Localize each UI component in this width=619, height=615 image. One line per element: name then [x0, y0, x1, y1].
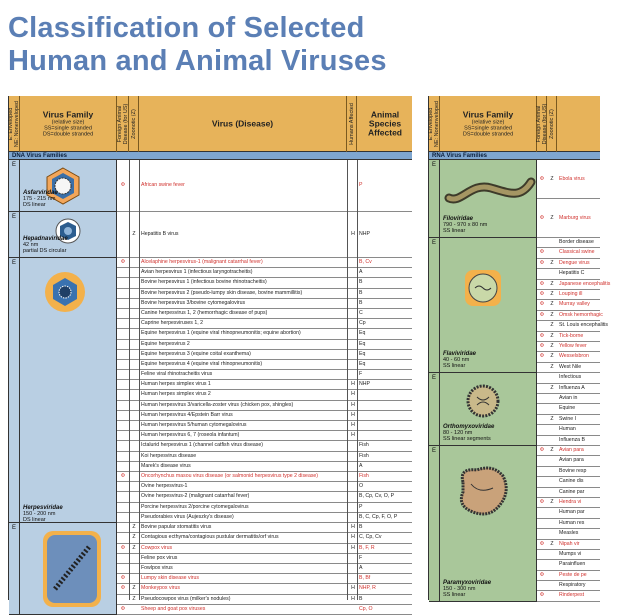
family-header: Virus Family (relative size) SS=single stranded DS=double stranded — [20, 96, 117, 152]
table-row[interactable] — [537, 488, 600, 498]
virus-name-cell: Nipah vir — [559, 540, 580, 547]
virus-name-cell: Ovine herpesvirus-1 — [141, 483, 188, 490]
zoonotic-cell: Z — [132, 231, 136, 237]
virus-name-cell: Equine herpesvirus 1 (equine viral rhinopneumonitis; equine abortion) — [141, 330, 301, 337]
table-row[interactable] — [117, 160, 412, 212]
table-row[interactable] — [117, 258, 412, 268]
species-cell: B — [359, 524, 363, 531]
virus-name-cell: African swine fever — [141, 182, 185, 188]
zoonotic-cell: Z — [550, 415, 554, 422]
dna-family-block — [9, 258, 412, 523]
table-row[interactable] — [537, 259, 600, 269]
zoonotic-cell: Z — [550, 176, 554, 182]
envelope-tag: E — [12, 162, 17, 168]
virus-name-cell: Equine herpesvirus 4 (equine viral rhinopneumonitis) — [141, 360, 263, 367]
dna-table-panel[interactable] — [8, 96, 412, 612]
table-row[interactable] — [117, 319, 412, 329]
table-row[interactable] — [117, 503, 412, 513]
table-row[interactable] — [117, 574, 412, 584]
species-cell: O — [359, 483, 364, 490]
foreign-cell: Φ — [120, 575, 126, 582]
rna-table-panel[interactable] — [428, 96, 611, 600]
virus-name-cell: Pseudocowpox virus (milker's nodules) — [141, 595, 231, 602]
virus-name-cell: Influenza B — [559, 436, 585, 443]
virus-name-cell: Feline pox virus — [141, 554, 178, 561]
virus-name-cell: Canine par — [559, 488, 585, 495]
species-cell: NHP, R — [359, 585, 376, 592]
table-row[interactable] — [117, 492, 412, 502]
virus-name-cell: Avian in — [559, 394, 578, 401]
table-row[interactable] — [537, 248, 600, 258]
zoonotic-cell: Z — [132, 534, 136, 541]
table-row[interactable] — [537, 446, 600, 456]
foreign-cell: Φ — [539, 215, 545, 221]
table-row[interactable] — [117, 289, 412, 299]
virus-name-cell: Wesselsbron — [559, 353, 589, 360]
table-row[interactable] — [117, 278, 412, 288]
species-cell: B — [359, 595, 363, 602]
dna-family-block — [9, 160, 412, 212]
virus-name-cell: Swine I — [559, 415, 577, 422]
table-row[interactable] — [117, 329, 412, 339]
rna-family-block — [429, 238, 611, 373]
species-cell: NHP — [359, 231, 370, 237]
rna-zoonotic-header: Zoonotic (Z) — [547, 96, 557, 152]
family-name: Orthomyxoviridae 80 - 120 nm SS linear segments — [443, 423, 495, 442]
rna-enveloped-header: E: Enveloped NE: Nonenveloped — [429, 96, 440, 152]
virus-name-cell: Hendra vi — [559, 498, 582, 505]
virus-name-cell: Bovine papular stomatitis virus — [141, 524, 212, 531]
virus-name-cell: Peste de pe — [559, 571, 587, 578]
species-cell: B, C, Cp, F, O, P — [359, 513, 398, 520]
virus-name-cell: Equine herpesvirus 3 (equine coital exanthema) — [141, 350, 251, 357]
foreign-cell: Φ — [539, 592, 545, 599]
humans-cell: H — [351, 231, 355, 237]
table-row[interactable] — [117, 212, 412, 258]
zoonotic-cell: Z — [550, 540, 554, 547]
table-row[interactable] — [537, 332, 600, 342]
rna-table-header — [429, 96, 600, 152]
species-cell: B — [359, 289, 363, 296]
foreign-cell: Φ — [120, 472, 126, 479]
foreign-cell: Φ — [539, 332, 545, 339]
zoonotic-cell: Z — [550, 447, 554, 453]
family-info-cell — [9, 523, 117, 614]
virus-name-cell: Cowpox virus — [141, 544, 173, 551]
table-row[interactable] — [117, 452, 412, 462]
dna-section-bar: DNA Virus Families — [9, 152, 412, 160]
virus-name-cell: Tick-borne — [559, 332, 584, 339]
table-row[interactable] — [117, 411, 412, 421]
table-row[interactable] — [537, 467, 600, 477]
foreign-cell: Φ — [120, 544, 126, 551]
foreign-cell: Φ — [120, 259, 126, 265]
virus-name-cell: Alcelaphine herpesvirus-1 (malignant catarrhal fever) — [141, 259, 263, 265]
virus-name-cell: Dengue virus — [559, 259, 590, 266]
virus-name-cell: Caprine herpesviruses 1, 2 — [141, 320, 203, 327]
table-row[interactable] — [537, 581, 600, 591]
species-cell: Eq — [359, 330, 366, 337]
table-row[interactable] — [537, 199, 600, 238]
virus-name-cell: Equine herpesvirus 2 — [141, 340, 190, 347]
zoonotic-cell: Z — [550, 301, 554, 308]
table-row[interactable] — [537, 425, 600, 435]
family-name: Asfarviridae 175 - 215 nm DS linear — [23, 190, 58, 208]
table-row[interactable] — [537, 342, 600, 352]
species-cell: A — [359, 564, 363, 571]
envelope-tag: E — [432, 375, 437, 382]
table-row[interactable] — [537, 519, 600, 529]
virus-name-cell: Avian para — [559, 447, 584, 453]
humans-cell: H — [351, 432, 355, 439]
envelope-tag: E — [12, 525, 17, 532]
virus-name-cell: Human herpesvirus 3/varicella-zoster virus (chicken pox, shingles) — [141, 401, 294, 408]
virus-name-cell: Human herpesvirus 6, 7 (roseola infantum) — [141, 432, 240, 439]
humans-cell: H — [351, 411, 355, 418]
family-info-cell — [429, 238, 537, 372]
zoonotic-cell: Z — [550, 259, 554, 266]
species-cell: Eq — [359, 360, 366, 367]
foreign-cell: Φ — [539, 280, 545, 287]
virus-name-cell: Hepatitis B virus — [141, 231, 179, 237]
zoonotic-cell: Z — [550, 353, 554, 360]
virus-name-cell: Canine herpesvirus 1, 2 (hemorrhagic disease of pups) — [141, 309, 268, 316]
envelope-tag: E — [12, 260, 17, 266]
envelope-tag: E — [432, 162, 437, 168]
family-name: Paramyxoviridae 150 - 300 nm SS linear — [443, 580, 492, 598]
virus-name-cell: Measles — [559, 530, 579, 537]
rna-virus-header — [557, 96, 601, 152]
species-cell: P — [359, 503, 363, 510]
page-title-line-1: Classification of Selected — [8, 12, 365, 44]
envelope-tag: E — [12, 214, 17, 220]
table-row[interactable] — [537, 456, 600, 466]
virus-name-cell: Louping ill — [559, 290, 583, 297]
table-row[interactable] — [537, 477, 600, 487]
virus-name-cell: Classical swine — [559, 249, 595, 256]
humans-cell: H — [351, 534, 355, 541]
page-title-line-2: Human and Animal Viruses — [8, 45, 387, 77]
foreign-cell: Φ — [539, 540, 545, 547]
family-name: Filoviridae 790 - 970 x 80 nm SS linear — [443, 216, 488, 234]
table-row[interactable] — [537, 352, 600, 362]
virus-name-cell: Yellow fever — [559, 342, 587, 349]
zoonotic-header: Zoonotic (Z) — [129, 96, 139, 152]
table-row[interactable] — [537, 321, 609, 331]
foreign-cell: Φ — [120, 585, 126, 592]
table-row[interactable] — [117, 441, 412, 451]
virus-name-cell: Bovine herpesvirus 1 (infectious bovine rhinotracheitis) — [141, 279, 267, 286]
table-row[interactable] — [117, 564, 412, 574]
foreign-cell: Φ — [539, 290, 545, 297]
species-cell: A — [359, 269, 363, 276]
zoonotic-cell: Z — [132, 585, 136, 592]
foreign-cell: Φ — [539, 249, 545, 256]
table-row[interactable] — [117, 595, 412, 605]
virus-name-cell: Human herpesvirus 4/Epstein Barr virus — [141, 411, 233, 418]
species-cell: A — [359, 462, 363, 469]
virus-name-cell: Ebola virus — [559, 176, 585, 182]
virus-name-cell: St. Louis encephalitis — [559, 322, 609, 329]
table-row[interactable] — [117, 605, 412, 615]
table-row[interactable] — [537, 300, 600, 310]
species-cell: Cp, O — [359, 605, 373, 612]
virus-name-cell: Human herpes simplex virus 1 — [141, 381, 211, 388]
table-row[interactable] — [537, 373, 600, 383]
virus-name-cell: Feline viral rhinotracheitis virus — [141, 371, 213, 378]
table-row[interactable] — [117, 462, 412, 472]
humans-cell: H — [351, 422, 355, 428]
species-cell: Eq — [359, 340, 366, 347]
virus-name-cell: Influenza A — [559, 384, 585, 391]
filovirus-virion-icon — [441, 174, 537, 208]
table-row[interactable] — [537, 311, 603, 321]
species-cell: Fish — [359, 472, 369, 479]
zoonotic-cell: Z — [550, 311, 554, 318]
zoonotic-cell: Z — [132, 544, 136, 551]
table-row[interactable] — [537, 404, 600, 414]
foreign-cell: Φ — [539, 259, 545, 266]
virus-name-cell: Monkeypox virus — [141, 585, 180, 592]
family-name: Hepadnaviridae 42 nm partial DS circular — [23, 236, 68, 254]
zoonotic-cell: Z — [550, 290, 554, 297]
virus-name-cell: Border disease — [559, 239, 594, 245]
virus-name-cell: Omsk hemorrhagic — [559, 311, 603, 318]
zoonotic-cell: Z — [550, 363, 554, 370]
family-name: Herpesviridae 150 - 200 nm DS linear — [23, 505, 63, 524]
table-header — [9, 96, 412, 152]
table-row[interactable] — [117, 370, 412, 380]
virus-name-cell: Oncorhynchus masou virus disease (or salmonid herpesvirus type 2 disease) — [141, 472, 319, 479]
rna-family-block — [429, 446, 600, 602]
family-info-cell — [429, 160, 537, 237]
table-row[interactable] — [537, 571, 600, 581]
rna-family-header: Virus Family (relative size) SS=single stranded DS=double stranded — [440, 96, 537, 152]
humans-cell: H — [351, 524, 355, 531]
virus-name-cell: Avian herpesvirus 1 (infectious laryngotracheitis) — [141, 269, 253, 276]
virus-name-cell: Marburg virus — [559, 215, 591, 221]
virus-name-cell: Contagious ecthyma/contagious pustular dermatitis/orf virus — [141, 534, 279, 541]
zoonotic-cell: Z — [550, 498, 554, 505]
table-row[interactable] — [537, 508, 600, 518]
enveloped-header: E: Enveloped NE: Nonenveloped — [9, 96, 20, 152]
foreign-cell: Φ — [120, 605, 126, 612]
table-row[interactable] — [117, 401, 412, 411]
virus-name-cell: Bovine resp — [559, 467, 587, 474]
table-row[interactable] — [537, 498, 600, 508]
virus-name-cell: Avian para — [559, 457, 584, 464]
virus-name-cell: Rinderpest — [559, 592, 585, 599]
family-info-cell — [429, 373, 537, 445]
table-row[interactable] — [537, 529, 600, 539]
table-row[interactable] — [117, 299, 412, 309]
rna-foreign-header: Foreign Animal Disease (for US) — [537, 96, 547, 152]
envelope-tag: E — [432, 448, 437, 454]
virus-name-cell: Human herpesvirus 5/human cytomegalovirus — [141, 422, 247, 428]
table-row[interactable] — [537, 591, 600, 601]
species-cell: C, Cp, Cv — [359, 534, 382, 541]
virus-name-cell: Lumpy skin disease virus — [141, 575, 199, 582]
table-row[interactable] — [117, 523, 412, 533]
virus-name-cell: Mumps vi — [559, 550, 582, 557]
virus-name-cell: Pseudorabies virus (Aujeszky's disease) — [141, 513, 234, 520]
virus-name-cell: Hepatitis C — [559, 270, 585, 277]
table-row[interactable] — [537, 269, 600, 279]
virus-name-cell: Equine — [559, 405, 576, 412]
humans-cell: H — [351, 595, 355, 602]
species-cell: Fish — [359, 442, 369, 449]
species-cell: B — [359, 279, 363, 286]
virus-name-cell: Bovine herpesvirus 3/bovine cytomegalovirus — [141, 299, 246, 306]
animal-species-header: Animal Species Affected — [367, 109, 402, 138]
foreign-cell: Φ — [539, 342, 545, 349]
table-row[interactable] — [117, 360, 412, 370]
family-info-cell — [9, 160, 117, 211]
foreign-cell: Φ — [539, 311, 545, 318]
orthomyxo-virion-icon — [463, 381, 503, 421]
virus-header: Virus (Disease) — [139, 96, 347, 152]
table-row[interactable] — [117, 584, 412, 594]
virus-name-cell: Parainfluen — [559, 561, 586, 568]
table-row[interactable] — [117, 390, 412, 400]
rna-family-block — [429, 373, 600, 446]
table-row[interactable] — [117, 544, 412, 554]
humans-cell: H — [351, 585, 355, 592]
species-cell: Fish — [359, 452, 369, 459]
virus-name-cell: Bovine herpesvirus 2 (pseudo-lumpy skin disease, bovine mammillitis) — [141, 289, 303, 296]
table-row[interactable] — [537, 238, 600, 248]
table-row[interactable] — [537, 540, 600, 550]
dna-family-block — [9, 523, 412, 615]
family-name: Flaviviridae 40 - 60 nm SS linear — [443, 351, 477, 370]
table-row[interactable] — [537, 280, 611, 290]
virus-name-cell: Japanese encephalitis — [559, 280, 611, 287]
humans-cell: H — [351, 381, 355, 388]
virus-name-cell: Infectious — [559, 374, 582, 381]
virus-name-cell: Murray valley — [559, 301, 590, 308]
family-info-cell — [9, 212, 117, 257]
family-info-cell — [9, 258, 117, 522]
humans-cell: H — [351, 544, 355, 551]
virus-name-cell: Human herpes simplex virus 2 — [141, 391, 211, 398]
foreign-cell: Φ — [539, 447, 545, 453]
foreign-cell: Φ — [539, 176, 545, 182]
table-row[interactable] — [117, 431, 412, 441]
zoonotic-cell: Z — [132, 524, 136, 531]
table-row[interactable] — [537, 384, 600, 394]
table-row[interactable] — [537, 363, 600, 373]
virus-name-cell: Human — [559, 426, 576, 433]
species-cell: B, F, R — [359, 544, 375, 551]
species-cell: C — [359, 309, 363, 316]
foreign-header: Foreign Animal Disease (for US) — [117, 96, 129, 152]
table-row[interactable] — [117, 472, 412, 482]
table-row[interactable] — [117, 350, 412, 360]
table-row[interactable] — [117, 340, 412, 350]
species-cell: Cp — [359, 320, 366, 327]
rna-family-block — [429, 160, 600, 238]
table-row[interactable] — [537, 415, 600, 425]
humans-cell: H — [351, 391, 355, 398]
species-cell: B, Bf — [359, 575, 371, 582]
table-row[interactable] — [117, 554, 412, 564]
table-row[interactable] — [537, 560, 600, 570]
species-cell: Eq — [359, 350, 366, 357]
zoonotic-cell: Z — [550, 384, 554, 391]
poxvirus-virion-icon — [41, 529, 103, 609]
species-cell: B, Cp, Cv, O, P — [359, 493, 395, 500]
foreign-cell: Φ — [539, 353, 545, 360]
humans-cell: H — [351, 401, 355, 408]
table-row[interactable] — [537, 394, 600, 404]
family-info-cell — [429, 446, 537, 601]
species-cell: B — [359, 299, 363, 306]
table-row[interactable] — [537, 550, 600, 560]
species-cell: B, Cv — [359, 259, 372, 265]
herpes-virion-icon — [43, 270, 87, 314]
table-row[interactable] — [537, 290, 600, 300]
species-cell: NHP — [359, 381, 370, 388]
dna-family-block — [9, 212, 412, 258]
zoonotic-cell: Z — [550, 215, 554, 221]
zoonotic-cell: Z — [550, 322, 554, 329]
species-cell: F — [359, 371, 363, 378]
virus-name-cell: Human res — [559, 519, 585, 526]
foreign-cell: Φ — [539, 498, 545, 505]
table-row[interactable] — [117, 533, 412, 543]
virus-name-cell: Ovine herpesvirus-2 (malignant catarrhal fever) — [141, 493, 250, 500]
table-row[interactable] — [117, 513, 412, 523]
table-row[interactable] — [117, 482, 412, 492]
virus-name-cell: Canine dis — [559, 478, 584, 485]
virus-name-cell: Fowlpox virus — [141, 564, 173, 571]
virus-name-cell: Porcine herpesvirus 2/porcine cytomegalovirus — [141, 503, 249, 510]
rna-section-bar: RNA Virus Families — [429, 152, 600, 160]
table-row[interactable] — [117, 380, 412, 390]
table-row[interactable] — [537, 160, 600, 199]
paramyxo-virion-icon — [453, 462, 513, 522]
table-row[interactable] — [117, 309, 412, 319]
virus-name-cell: Respiratory — [559, 582, 586, 589]
species-cell: P — [359, 182, 363, 188]
zoonotic-cell: Z — [132, 595, 136, 602]
envelope-tag: E — [432, 240, 437, 246]
virus-name-cell: Ictalurid herpesvirus 1 (channel catfish virus disease) — [141, 442, 263, 449]
zoonotic-cell: Z — [550, 280, 554, 287]
foreign-cell: Φ — [120, 182, 126, 188]
zoonotic-cell: Z — [550, 342, 554, 349]
foreign-cell: Φ — [539, 571, 545, 578]
foreign-cell: Φ — [539, 301, 545, 308]
table-row[interactable] — [537, 436, 600, 446]
humans-header: Humans Affected — [347, 96, 357, 152]
table-row[interactable] — [117, 268, 412, 278]
zoonotic-cell: Z — [550, 332, 554, 339]
virus-name-cell: West Nile — [559, 363, 582, 370]
table-row[interactable] — [117, 421, 412, 431]
virus-name-cell: Koi herpesvirus disease — [141, 452, 197, 459]
flavivirus-virion-icon — [463, 268, 503, 308]
virus-name-cell: Sheep and goat pox viruses — [141, 605, 206, 612]
virus-name-cell: Marek's disease virus — [141, 462, 191, 469]
virus-name-cell: Human par — [559, 509, 585, 516]
species-cell: F — [359, 554, 363, 561]
